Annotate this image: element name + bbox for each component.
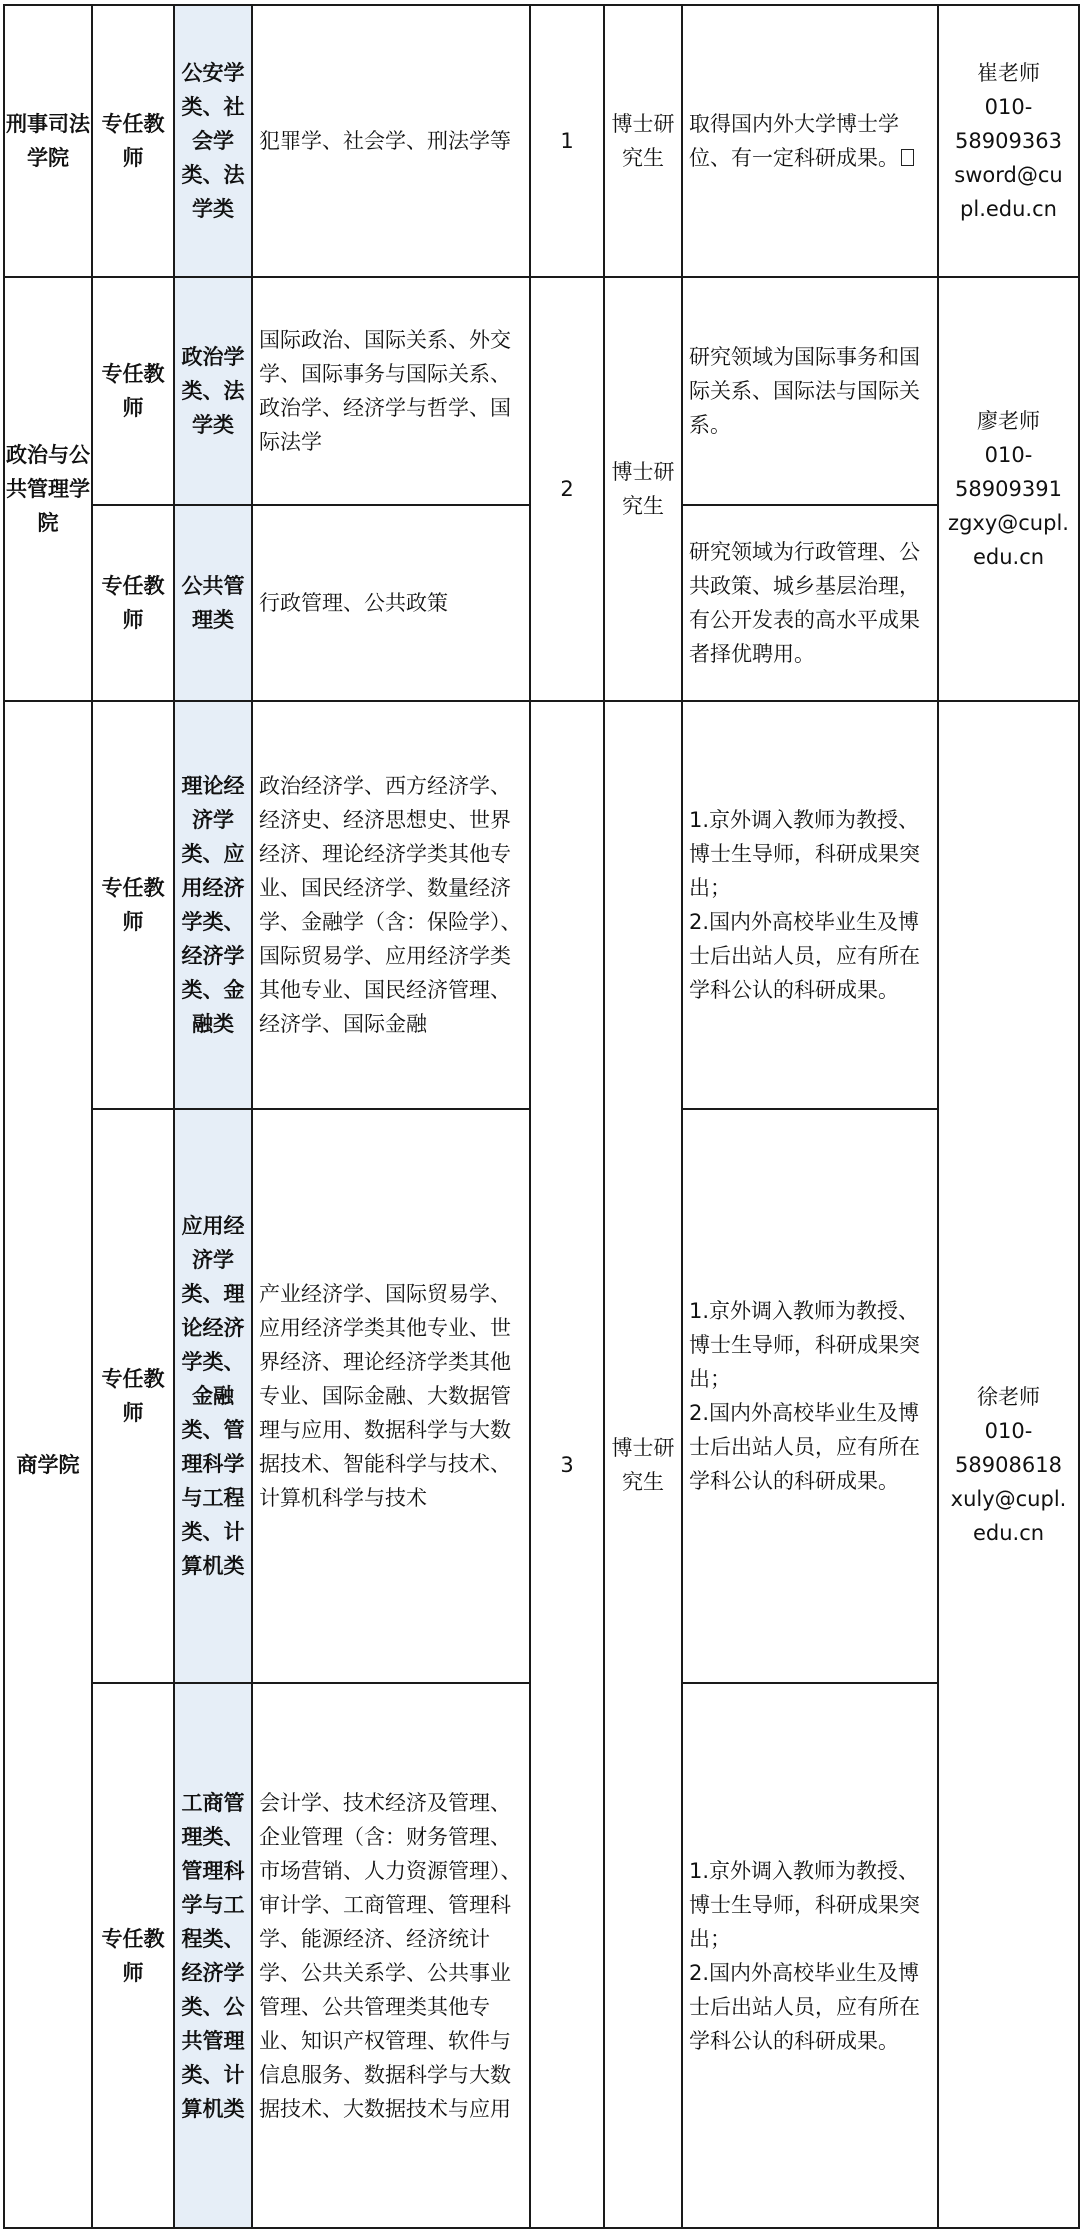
category-cell: 政治学类、法学类 <box>174 277 252 505</box>
majors-cell: 国际政治、国际关系、外交学、国际事务与国际关系、政治学、经济学与哲学、国际法学 <box>252 277 530 505</box>
count-cell: 3 <box>530 701 604 2228</box>
requirement-cell: 研究领域为国际事务和国际关系、国际法与国际关系。 <box>682 277 938 505</box>
table-row <box>4 277 1079 505</box>
category-cell: 工商管理类、管理科学与工程类、经济学类、公共管理类、计算机类 <box>174 1683 252 2228</box>
contact-text: 徐老师 010- 58908618 xuly@cupl. edu.cn <box>950 1384 1067 1545</box>
requirement-cell <box>682 5 938 277</box>
majors-cell: 行政管理、公共政策 <box>252 505 530 701</box>
contact-text: 廖老师 010- 58909391 zgxy@cupl. edu.cn <box>948 409 1069 569</box>
position-cell: 专任教师 <box>92 277 174 505</box>
count-cell: 2 <box>530 277 604 701</box>
requirement-text: 1.京外调入教师为教授、博士生导师，科研成果突出； 2.国内外高校毕业生及博士后出站人员，应有所在学科公认的科研成果。 <box>689 1858 920 2053</box>
requirement-text: 取得国内外大学博士学位、有一定科研成果。 <box>689 112 899 170</box>
table-row <box>4 701 1079 1109</box>
contact-cell <box>938 277 1079 701</box>
requirement-text: 1.京外调入教师为教授、博士生导师，科研成果突出； 2.国内外高校毕业生及博士后出站人员，应有所在学科公认的科研成果。 <box>689 1299 920 1493</box>
requirement-cell <box>682 1683 938 2228</box>
contact-text: 崔老师 010- 58909363 sword@cu pl.edu.cn <box>954 61 1063 221</box>
education-cell: 博士研究生 <box>604 5 682 277</box>
requirement-text: 1.京外调入教师为教授、博士生导师，科研成果突出； 2.国内外高校毕业生及博士后出站人员，应有所在学科公认的科研成果。 <box>689 808 920 1002</box>
position-cell: 专任教师 <box>92 1683 174 2228</box>
table-row <box>4 5 1079 277</box>
position-cell: 专任教师 <box>92 1109 174 1683</box>
education-cell: 博士研究生 <box>604 277 682 701</box>
category-cell: 公安学类、社会学类、法学类 <box>174 5 252 277</box>
square-glyph-icon <box>901 149 914 166</box>
contact-cell <box>938 5 1079 277</box>
position-cell: 专任教师 <box>92 701 174 1109</box>
majors-cell: 产业经济学、国际贸易学、应用经济学类其他专业、世界经济、理论经济学类其他专业、国际金融、大数据管理与应用、数据科学与大数据技术、智能科学与技术、计算机科学与技术 <box>252 1109 530 1683</box>
position-cell: 专任教师 <box>92 5 174 277</box>
requirement-cell: 研究领域为行政管理、公共政策、城乡基层治理，有公开发表的高水平成果者择优聘用。 <box>682 505 938 701</box>
college-cell: 刑事司法学院 <box>4 5 92 277</box>
college-cell: 商学院 <box>4 701 92 2228</box>
contact-cell <box>938 701 1079 2228</box>
position-cell: 专任教师 <box>92 505 174 701</box>
requirement-cell <box>682 701 938 1109</box>
category-cell: 公共管理类 <box>174 505 252 701</box>
requirement-cell <box>682 1109 938 1683</box>
recruitment-table <box>3 4 1080 2229</box>
category-cell: 理论经济学类、应用经济学类、经济学类、金融类 <box>174 701 252 1109</box>
majors-cell: 会计学、技术经济及管理、企业管理（含：财务管理、市场营销、人力资源管理）、审计学、工商管理、管理科学、能源经济、经济统计学、公共关系学、公共事业管理、公共管理类其他专业、知识产权管理、软件与信息服务、数据科学与大数据技术、大数据技术与应用 <box>252 1683 530 2228</box>
count-cell: 1 <box>530 5 604 277</box>
category-cell: 应用经济学类、理论经济学类、金融类、管理科学与工程类、计算机类 <box>174 1109 252 1683</box>
college-cell: 政治与公共管理学院 <box>4 277 92 701</box>
majors-cell: 政治经济学、西方经济学、经济史、经济思想史、世界经济、理论经济学类其他专业、国民经济学、数量经济学、金融学（含：保险学）、国际贸易学、应用经济学类其他专业、国民经济管理、经济学、国际金融 <box>252 701 530 1109</box>
education-cell: 博士研究生 <box>604 701 682 2228</box>
majors-cell: 犯罪学、社会学、刑法学等 <box>252 5 530 277</box>
